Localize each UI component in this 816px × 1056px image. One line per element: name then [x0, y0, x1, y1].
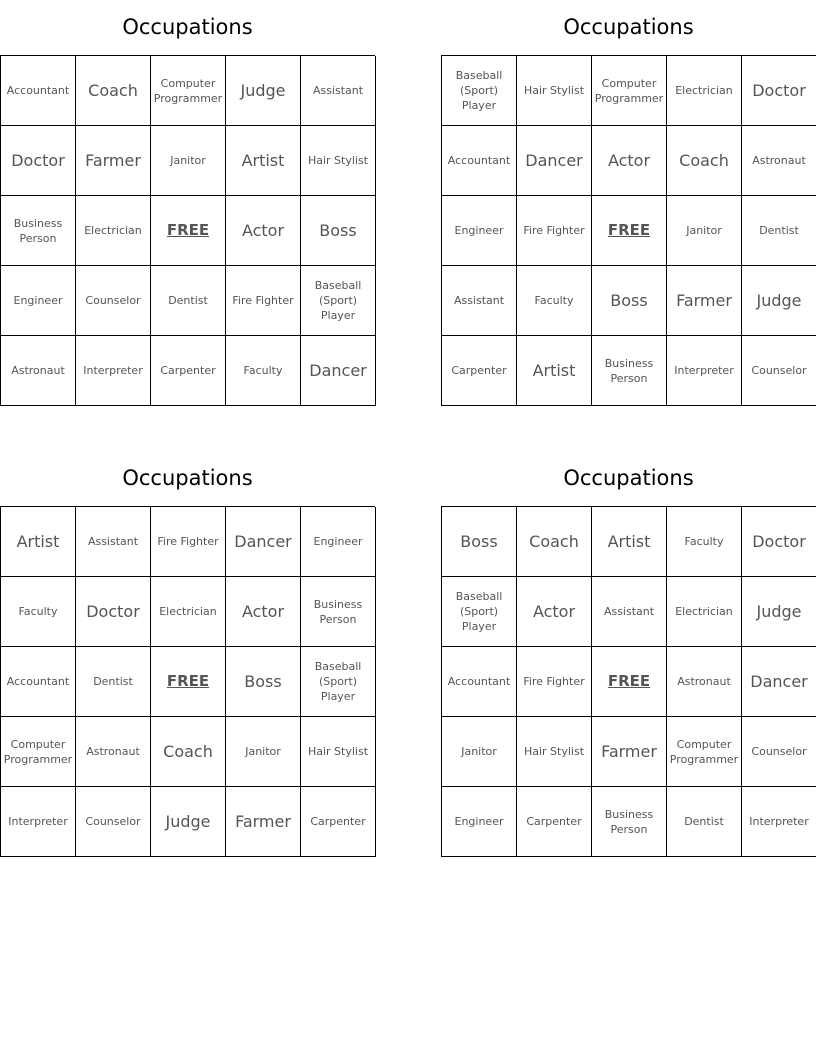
bingo-cell: Janitor [151, 126, 226, 196]
bingo-cell: Computer Programmer [592, 56, 667, 126]
free-space: FREE [592, 647, 667, 717]
bingo-cell: Judge [226, 56, 301, 126]
bingo-cell: Assistant [592, 577, 667, 647]
bingo-cell: Boss [301, 196, 376, 266]
bingo-cell: Interpreter [76, 336, 151, 406]
bingo-cell: Assistant [301, 56, 376, 126]
bingo-cell: Artist [517, 336, 592, 406]
bingo-cell: Actor [517, 577, 592, 647]
bingo-cell: Farmer [76, 126, 151, 196]
bingo-cell: Farmer [667, 266, 742, 336]
bingo-cell: Coach [76, 56, 151, 126]
bingo-cell: Accountant [442, 126, 517, 196]
bingo-cell: Baseball (Sport) Player [442, 577, 517, 647]
bingo-cell: Accountant [442, 647, 517, 717]
card-title: Occupations [563, 15, 694, 39]
bingo-card-1 [0, 0, 375, 406]
bingo-cell: Baseball (Sport) Player [301, 647, 376, 717]
bingo-cell: Judge [742, 266, 816, 336]
bingo-cell: Faculty [226, 336, 301, 406]
bingo-cell: Doctor [742, 56, 816, 126]
bingo-cell: Dentist [667, 787, 742, 857]
bingo-cell: Artist [226, 126, 301, 196]
free-space: FREE [151, 647, 226, 717]
bingo-cell: Engineer [442, 787, 517, 857]
bingo-cell: Business Person [592, 336, 667, 406]
bingo-grid [441, 55, 816, 406]
bingo-cell: Janitor [667, 196, 742, 266]
bingo-card-4 [441, 451, 816, 857]
bingo-cell: Coach [517, 507, 592, 577]
card-title: Occupations [122, 15, 253, 39]
bingo-cell: Farmer [592, 717, 667, 787]
bingo-cell: Dancer [517, 126, 592, 196]
bingo-cell: Farmer [226, 787, 301, 857]
bingo-cell: Business Person [301, 577, 376, 647]
bingo-cell: Doctor [76, 577, 151, 647]
bingo-card-3 [0, 451, 375, 857]
bingo-cell: Business Person [1, 196, 76, 266]
bingo-cell: Computer Programmer [1, 717, 76, 787]
bingo-cell: Interpreter [667, 336, 742, 406]
bingo-cell: Electrician [667, 56, 742, 126]
bingo-cell: Actor [226, 196, 301, 266]
card-title: Occupations [122, 466, 253, 490]
bingo-cell: Judge [151, 787, 226, 857]
bingo-cell: Carpenter [442, 336, 517, 406]
bingo-cell: Baseball (Sport) Player [301, 266, 376, 336]
bingo-cell: Electrician [667, 577, 742, 647]
bingo-cell: Electrician [76, 196, 151, 266]
bingo-cell: Engineer [1, 266, 76, 336]
bingo-cell: Coach [151, 717, 226, 787]
bingo-cell: Astronaut [667, 647, 742, 717]
bingo-cell: Faculty [1, 577, 76, 647]
bingo-cell: Business Person [592, 787, 667, 857]
bingo-cell: Actor [592, 126, 667, 196]
bingo-grid [0, 55, 375, 406]
bingo-cell: Dentist [76, 647, 151, 717]
bingo-cell: Faculty [667, 507, 742, 577]
bingo-cell: Carpenter [151, 336, 226, 406]
free-space: FREE [151, 196, 226, 266]
bingo-cell: Carpenter [301, 787, 376, 857]
bingo-cell: Electrician [151, 577, 226, 647]
bingo-cell: Engineer [301, 507, 376, 577]
bingo-cell: Assistant [442, 266, 517, 336]
bingo-cell: Boss [442, 507, 517, 577]
bingo-cell: Coach [667, 126, 742, 196]
bingo-cell: Fire Fighter [226, 266, 301, 336]
bingo-cell: Fire Fighter [151, 507, 226, 577]
bingo-cell: Boss [226, 647, 301, 717]
bingo-cell: Dancer [226, 507, 301, 577]
free-space: FREE [592, 196, 667, 266]
bingo-cell: Doctor [1, 126, 76, 196]
bingo-cell: Artist [1, 507, 76, 577]
bingo-cell: Computer Programmer [667, 717, 742, 787]
bingo-cell: Baseball (Sport) Player [442, 56, 517, 126]
bingo-cell: Dentist [151, 266, 226, 336]
bingo-grid [441, 506, 816, 857]
bingo-card-2 [441, 0, 816, 406]
bingo-cell: Counselor [742, 336, 816, 406]
bingo-cell: Astronaut [76, 717, 151, 787]
bingo-cell: Carpenter [517, 787, 592, 857]
bingo-cell: Accountant [1, 56, 76, 126]
bingo-cell: Judge [742, 577, 816, 647]
bingo-cell: Astronaut [742, 126, 816, 196]
bingo-cell: Hair Stylist [517, 56, 592, 126]
bingo-cell: Dentist [742, 196, 816, 266]
bingo-cell: Assistant [76, 507, 151, 577]
bingo-cell: Counselor [742, 717, 816, 787]
bingo-cell: Artist [592, 507, 667, 577]
bingo-cell: Accountant [1, 647, 76, 717]
bingo-cell: Astronaut [1, 336, 76, 406]
bingo-cell: Engineer [442, 196, 517, 266]
bingo-cell: Interpreter [1, 787, 76, 857]
bingo-cell: Hair Stylist [301, 717, 376, 787]
bingo-cell: Dancer [742, 647, 816, 717]
bingo-grid [0, 506, 375, 857]
bingo-cell: Janitor [226, 717, 301, 787]
bingo-cell: Hair Stylist [517, 717, 592, 787]
bingo-cell: Fire Fighter [517, 196, 592, 266]
bingo-cell: Counselor [76, 787, 151, 857]
bingo-cell: Fire Fighter [517, 647, 592, 717]
card-title: Occupations [563, 466, 694, 490]
bingo-cell: Faculty [517, 266, 592, 336]
bingo-cell: Counselor [76, 266, 151, 336]
bingo-cell: Computer Programmer [151, 56, 226, 126]
bingo-cell: Hair Stylist [301, 126, 376, 196]
bingo-cell: Interpreter [742, 787, 816, 857]
bingo-cell: Janitor [442, 717, 517, 787]
bingo-cell: Actor [226, 577, 301, 647]
bingo-cell: Boss [592, 266, 667, 336]
bingo-cell: Doctor [742, 507, 816, 577]
bingo-cell: Dancer [301, 336, 376, 406]
